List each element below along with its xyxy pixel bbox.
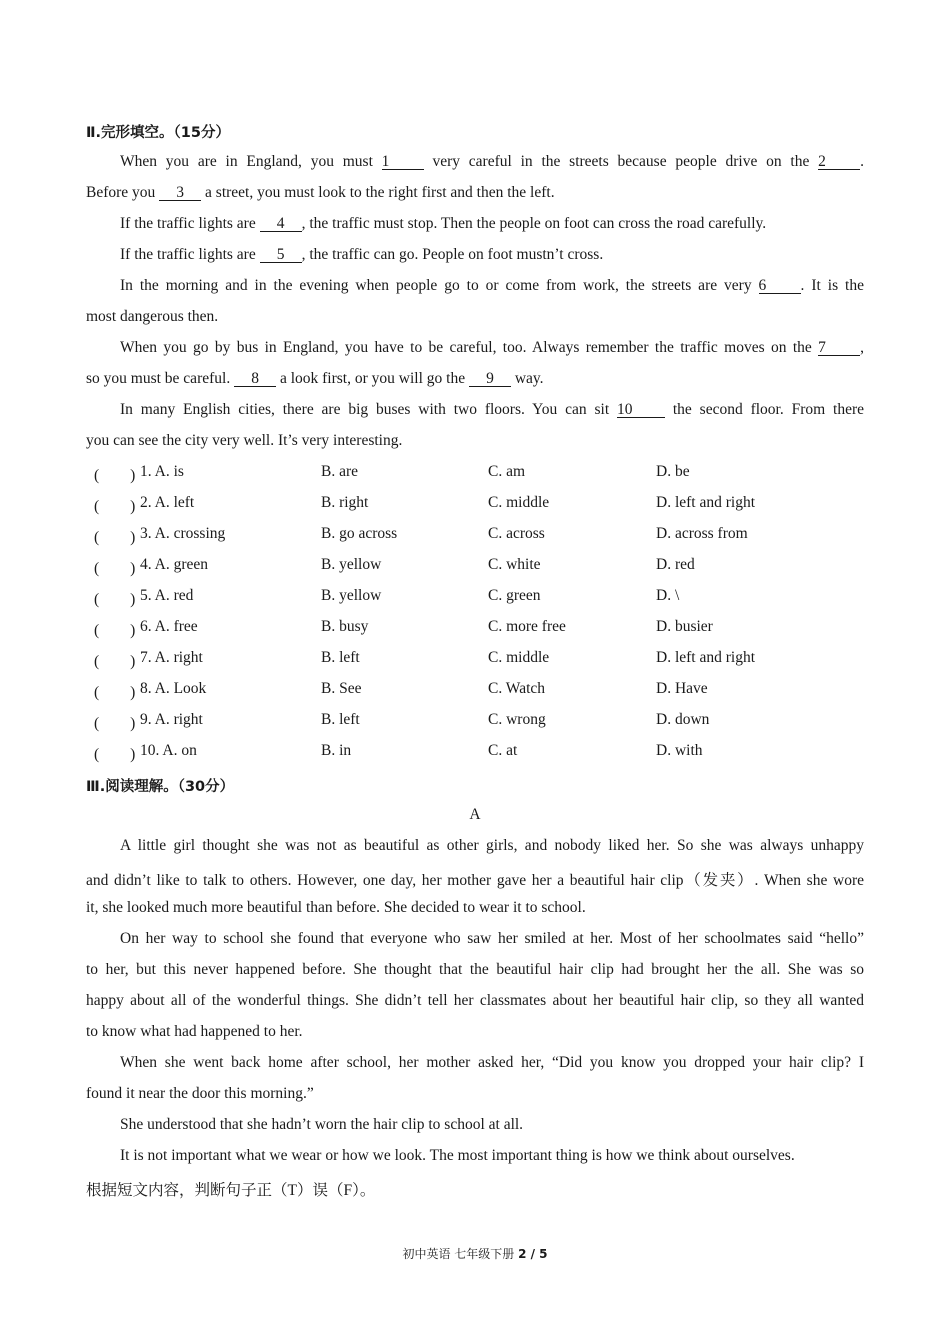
cloze-text: a look first, or you will go the bbox=[279, 370, 466, 387]
option-c: C. middle bbox=[488, 494, 550, 511]
option-a: 2. A. left bbox=[140, 494, 195, 511]
option-b: B. go across bbox=[321, 525, 398, 542]
cloze-text: Before you bbox=[86, 184, 156, 201]
page-number: 2 / 5 bbox=[518, 1247, 548, 1261]
option-c: C. middle bbox=[488, 649, 550, 666]
cloze-text: If the traffic lights are bbox=[120, 215, 256, 232]
option-a: 9. A. right bbox=[140, 711, 203, 728]
option-a: 8. A. Look bbox=[140, 680, 207, 697]
answer-paren[interactable]: ( ) bbox=[94, 591, 136, 608]
blank-3: 3 bbox=[159, 185, 201, 201]
option-a: 4. A. green bbox=[140, 556, 209, 573]
option-c: C. more free bbox=[488, 618, 566, 635]
reading-heading: Ⅲ.阅读理解。（30分） bbox=[86, 779, 235, 795]
cloze-text: very careful in the streets because people drive on the bbox=[432, 153, 810, 170]
cloze-text: , bbox=[860, 339, 865, 356]
passage-line: found it near the door this morning.” bbox=[86, 1085, 314, 1102]
option-a: 6. A. free bbox=[140, 618, 198, 635]
question-row bbox=[86, 649, 864, 671]
option-a: 7. A. right bbox=[140, 649, 203, 666]
option-b: B. left bbox=[321, 711, 360, 728]
question-row bbox=[86, 556, 864, 578]
cloze-text: the second floor. From there bbox=[672, 401, 864, 418]
cloze-text: , the traffic must stop. Then the people on foot can cross the road carefully. bbox=[301, 215, 767, 232]
cloze-text: , the traffic can go. People on foot mustn’t cross. bbox=[301, 246, 604, 263]
option-b: B. left bbox=[321, 649, 360, 666]
answer-paren[interactable]: ( ) bbox=[94, 684, 136, 701]
option-d: D. left and right bbox=[656, 649, 756, 666]
question-row bbox=[86, 587, 864, 609]
option-b: B. busy bbox=[321, 618, 369, 635]
option-b: B. See bbox=[321, 680, 362, 697]
passage-line: A little girl thought she was not as beautiful as other girls, and nobody liked her. So she was always unhappy bbox=[120, 837, 864, 854]
passage-line: to her, but this never happened before. She thought that the beautiful hair clip had brought her the all. She was so bbox=[86, 961, 864, 978]
answer-paren[interactable]: ( ) bbox=[94, 746, 136, 763]
cloze-paragraph-line bbox=[120, 339, 864, 357]
option-c: C. Watch bbox=[488, 680, 546, 697]
cloze-paragraph-line bbox=[86, 370, 864, 388]
option-d: D. Have bbox=[656, 680, 708, 697]
passage-line: to know what had happened to her. bbox=[86, 1023, 303, 1040]
cloze-text: way. bbox=[514, 370, 544, 387]
cloze-paragraph-line bbox=[120, 153, 864, 171]
cloze-text: so you must be careful. bbox=[86, 370, 231, 387]
cloze-paragraph-line: you can see the city very well. It’s very interesting. bbox=[86, 432, 403, 449]
answer-paren[interactable]: ( ) bbox=[94, 529, 136, 546]
option-d: D. across from bbox=[656, 525, 748, 542]
option-b: B. yellow bbox=[321, 587, 382, 604]
option-a: 3. A. crossing bbox=[140, 525, 226, 542]
answer-paren[interactable]: ( ) bbox=[94, 653, 136, 670]
option-d: D. red bbox=[656, 556, 695, 573]
cloze-paragraph-line: most dangerous then. bbox=[86, 308, 219, 325]
answer-paren[interactable]: ( ) bbox=[94, 467, 136, 484]
cloze-text: a street, you must look to the right first and then the left. bbox=[205, 184, 555, 201]
passage-line: She understood that she hadn’t worn the hair clip to school at all. bbox=[120, 1116, 524, 1133]
option-b: B. yellow bbox=[321, 556, 382, 573]
cloze-paragraph-line bbox=[120, 246, 864, 264]
blank-4: 4 bbox=[260, 216, 302, 232]
passage-line: and didn’t like to talk to others. However, one day, her mother gave her a beautiful hair clip（发夹）. When she wore bbox=[86, 872, 864, 889]
cloze-text: In many English cities, there are big buses with two floors. You can sit bbox=[120, 401, 610, 418]
blank-7: 7 bbox=[818, 340, 860, 356]
option-b: B. in bbox=[321, 742, 352, 759]
page-footer bbox=[0, 1245, 950, 1262]
blank-8: 8 bbox=[234, 371, 276, 387]
option-d: D. be bbox=[656, 463, 690, 480]
option-d: D. left and right bbox=[656, 494, 756, 511]
option-b: B. right bbox=[321, 494, 369, 511]
answer-paren[interactable]: ( ) bbox=[94, 498, 136, 515]
passage-line: happy about all of the wonderful things. She didn’t tell her classmates about her beautiful hair clip, so they all wanted bbox=[86, 992, 864, 1009]
option-b: B. are bbox=[321, 463, 359, 480]
option-d: D. busier bbox=[656, 618, 713, 635]
cloze-paragraph-line bbox=[120, 277, 864, 295]
cloze-paragraph-line bbox=[86, 184, 864, 202]
option-d: D. with bbox=[656, 742, 703, 759]
option-c: C. at bbox=[488, 742, 518, 759]
passage-line: It is not important what we wear or how we look. The most important thing is how we think about ourselves. bbox=[120, 1147, 795, 1164]
option-d: D. down bbox=[656, 711, 710, 728]
instruction-line: 根据短文内容，判断句子正（T）误（F）。 bbox=[86, 1182, 376, 1199]
passage-line: When she went back home after school, her mother asked her, “Did you know you dropped your hair clip? I bbox=[120, 1054, 864, 1071]
option-a: 10. A. on bbox=[140, 742, 197, 759]
option-d: D. \ bbox=[656, 587, 680, 604]
cloze-heading: Ⅱ.完形填空。（15分） bbox=[86, 125, 230, 141]
question-row bbox=[86, 618, 864, 640]
option-c: C. wrong bbox=[488, 711, 546, 728]
question-row bbox=[86, 494, 864, 516]
blank-1: 1 bbox=[382, 154, 424, 170]
option-c: C. green bbox=[488, 587, 541, 604]
option-c: C. across bbox=[488, 525, 545, 542]
option-c: C. am bbox=[488, 463, 526, 480]
cloze-paragraph-line bbox=[120, 401, 864, 419]
answer-paren[interactable]: ( ) bbox=[94, 560, 136, 577]
answer-paren[interactable]: ( ) bbox=[94, 622, 136, 639]
footer-text: 初中英语 七年级下册 bbox=[402, 1247, 519, 1261]
cloze-paragraph-line bbox=[120, 215, 864, 233]
question-row bbox=[86, 463, 864, 485]
option-c: C. white bbox=[488, 556, 541, 573]
question-row bbox=[86, 711, 864, 733]
cloze-text: If the traffic lights are bbox=[120, 246, 256, 263]
question-row bbox=[86, 525, 864, 547]
cloze-text: In the morning and in the evening when people go to or come from work, the streets are very bbox=[120, 277, 752, 294]
cloze-text: . It is the bbox=[800, 277, 864, 294]
blank-2: 2 bbox=[818, 154, 860, 170]
answer-paren[interactable]: ( ) bbox=[94, 715, 136, 732]
question-row bbox=[86, 742, 864, 764]
cloze-text: . bbox=[860, 153, 865, 170]
cloze-text: When you are in England, you must bbox=[120, 153, 373, 170]
passage-line: On her way to school she found that everyone who saw her smiled at her. Most of her schoolmates said “hello” bbox=[120, 930, 864, 947]
blank-9: 9 bbox=[469, 371, 511, 387]
blank-10: 10 bbox=[617, 402, 665, 418]
cloze-text: When you go by bus in England, you have to be careful, too. Always remember the traffic moves on the bbox=[120, 339, 812, 356]
question-row bbox=[86, 680, 864, 702]
option-a: 5. A. red bbox=[140, 587, 194, 604]
blank-6: 6 bbox=[759, 278, 801, 294]
passage-line: it, she looked much more beautiful than before. She decided to wear it to school. bbox=[86, 899, 586, 916]
passage-label: A bbox=[469, 806, 481, 823]
blank-5: 5 bbox=[260, 247, 302, 263]
option-a: 1. A. is bbox=[140, 463, 184, 480]
